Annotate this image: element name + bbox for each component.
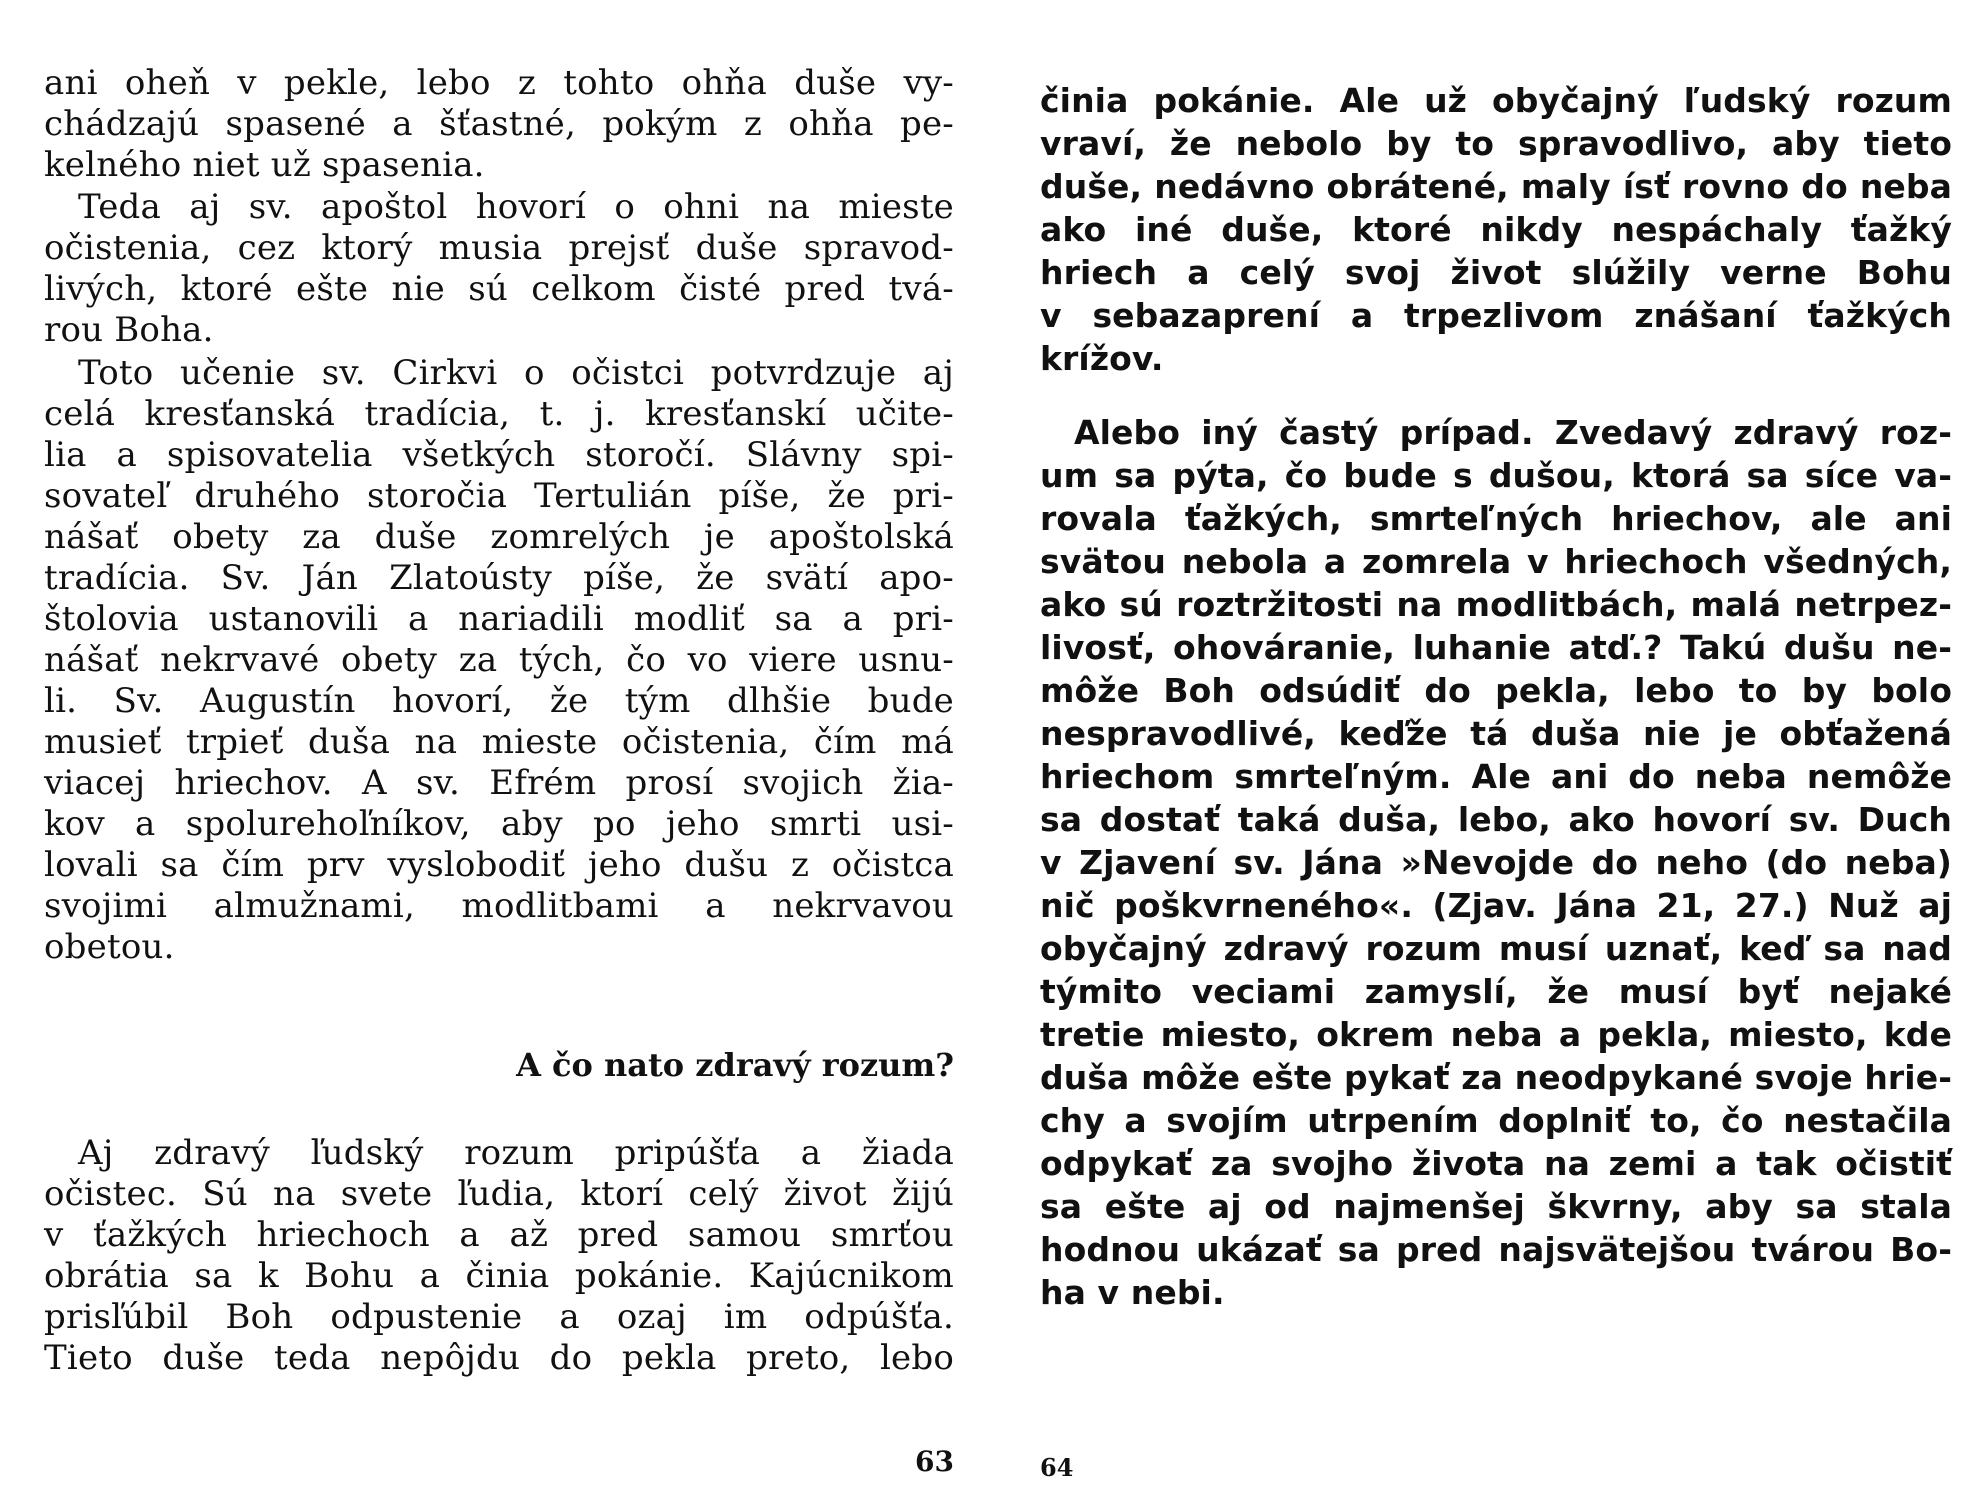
text-line: v sebazaprení a trpezlivom znášaní ťažkých [1040, 296, 1952, 335]
text-line: celá kresťanská tradícia, t. j. kresťanskí učite- [44, 394, 954, 434]
text-line: nespravodlivé, keďže tá duša nie je obťažená [1040, 714, 1952, 753]
text-line: svätou nebola a zomrela v hriechoch všedných, [1040, 542, 1952, 581]
text-line: kov a spolurehoľníkov, aby po jeho smrti usi- [44, 804, 954, 844]
text-line: lovali sa čím prv vyslobodiť jeho dušu z očistca [44, 845, 954, 885]
text-line: Alebo iný častý prípad. Zvedavý zdravý roz- [1074, 413, 1952, 452]
text-line: svojimi almužnami, modlitbami a nekrvavou [44, 886, 954, 926]
page-number: 63 [915, 1445, 954, 1478]
text-line: viacej hriechov. A sv. Efrém prosí svojich žia- [44, 763, 954, 803]
text-line: odpykať za svojho života na zemi a tak očistiť [1040, 1144, 1952, 1183]
text-line: nič poškvrneného«. (Zjav. Jána 21, 27.) Nuž aj [1040, 886, 1952, 925]
text-line: činia pokánie. Ale už obyčajný ľudský rozum [1040, 81, 1952, 120]
text-line: musieť trpieť duša na mieste očistenia, čím má [44, 722, 954, 762]
text-line: hodnou ukázať sa pred najsvätejšou tvárou Bo- [1040, 1230, 1952, 1269]
text-line: li. Sv. Augustín hovorí, že tým dlhšie bude [44, 681, 954, 721]
text-line: týmito veciami zamyslí, že musí byť nejaké [1040, 972, 1952, 1011]
text-line: Teda aj sv. apoštol hovorí o ohni na mieste [78, 187, 954, 227]
left-page [44, 0, 954, 1500]
text-line: krížov. [1040, 339, 1164, 378]
right-page [1040, 0, 1952, 1500]
text-line: rovala ťažkých, smrteľných hriechov, ale ani [1040, 499, 1952, 538]
text-line: tretie miesto, okrem neba a pekla, miesto, kde [1040, 1015, 1952, 1054]
book-gutter [975, 0, 1005, 1500]
text-line: duše, nedávno obrátené, maly ísť rovno do neba [1040, 167, 1952, 206]
text-line: chádzajú spasené a šťastné, pokým z ohňa pe- [44, 104, 954, 144]
text-line: sa ešte aj od najmenšej škvrny, aby sa stala [1040, 1187, 1952, 1226]
text-line: ha v nebi. [1040, 1273, 1225, 1312]
text-line: obyčajný zdravý rozum musí uznať, keď sa nad [1040, 929, 1952, 968]
text-line: um sa pýta, čo bude s dušou, ktorá sa síce va- [1040, 456, 1952, 495]
text-line: sa dostať taká duša, lebo, ako hovorí sv. Duch [1040, 800, 1952, 839]
text-line: obetou. [44, 927, 175, 967]
text-line: nášať obety za duše zomrelých je apoštolská [44, 517, 954, 557]
text-line: môže Boh odsúdiť do pekla, lebo to by bolo [1040, 671, 1952, 710]
text-line: nášať nekrvavé obety za tých, čo vo viere usnu- [44, 640, 954, 680]
text-line: prisľúbil Boh odpustenie a ozaj im odpúšťa. [44, 1297, 954, 1337]
text-line: očistenia, cez ktorý musia prejsť duše spravod- [44, 228, 954, 268]
page-number: 64 [1040, 1453, 1074, 1482]
text-line: tradícia. Sv. Ján Zlatoústy píše, že svätí apo- [44, 558, 954, 598]
text-line: sovateľ druhého storočia Tertulián píše, že pri- [44, 476, 954, 516]
text-line: duša môže ešte pykať za neodpykané svoje hrie- [1040, 1058, 1952, 1097]
text-line: očistec. Sú na svete ľudia, ktorí celý život žijú [44, 1174, 954, 1214]
text-line: obrátia sa k Bohu a činia pokánie. Kajúcnikom [44, 1256, 954, 1296]
text-line: ani oheň v pekle, lebo z tohto ohňa duše vy- [44, 63, 954, 103]
text-line: rou Boha. [44, 310, 214, 350]
text-line: Aj zdravý ľudský rozum pripúšťa a žiada [78, 1133, 954, 1173]
text-line: v ťažkých hriechoch a až pred samou smrťou [44, 1215, 954, 1255]
text-line: hriechom smrteľným. Ale ani do neba nemôže [1040, 757, 1952, 796]
text-line: lia a spisovatelia všetkých storočí. Slávny spi- [44, 435, 954, 475]
text-line: chy a svojím utrpením doplniť to, čo nestačila [1040, 1101, 1952, 1140]
text-line: vraví, že nebolo by to spravodlivo, aby tieto [1040, 124, 1952, 163]
text-line: ako iné duše, ktoré nikdy nespáchaly ťažký [1040, 210, 1952, 249]
text-line: ako sú roztržitosti na modlitbách, malá netrpez- [1040, 585, 1952, 624]
text-line: hriech a celý svoj život slúžily verne Bohu [1040, 253, 1952, 292]
text-line: kelného niet už spasenia. [44, 145, 485, 185]
section-heading: A čo nato zdravý rozum? [516, 1046, 954, 1084]
text-line: v Zjavení sv. Jána »Nevojde do neho (do neba) [1040, 843, 1952, 882]
text-line: Tieto duše teda nepôjdu do pekla preto, lebo [44, 1338, 954, 1378]
text-line: štolovia ustanovili a nariadili modliť sa a pri- [44, 599, 954, 639]
text-line: livých, ktoré ešte nie sú celkom čisté pred tvá- [44, 269, 954, 309]
text-line: livosť, ohováranie, luhanie atď.? Takú dušu ne- [1040, 628, 1952, 667]
text-line: Toto učenie sv. Cirkvi o očistci potvrdzuje aj [78, 353, 954, 393]
